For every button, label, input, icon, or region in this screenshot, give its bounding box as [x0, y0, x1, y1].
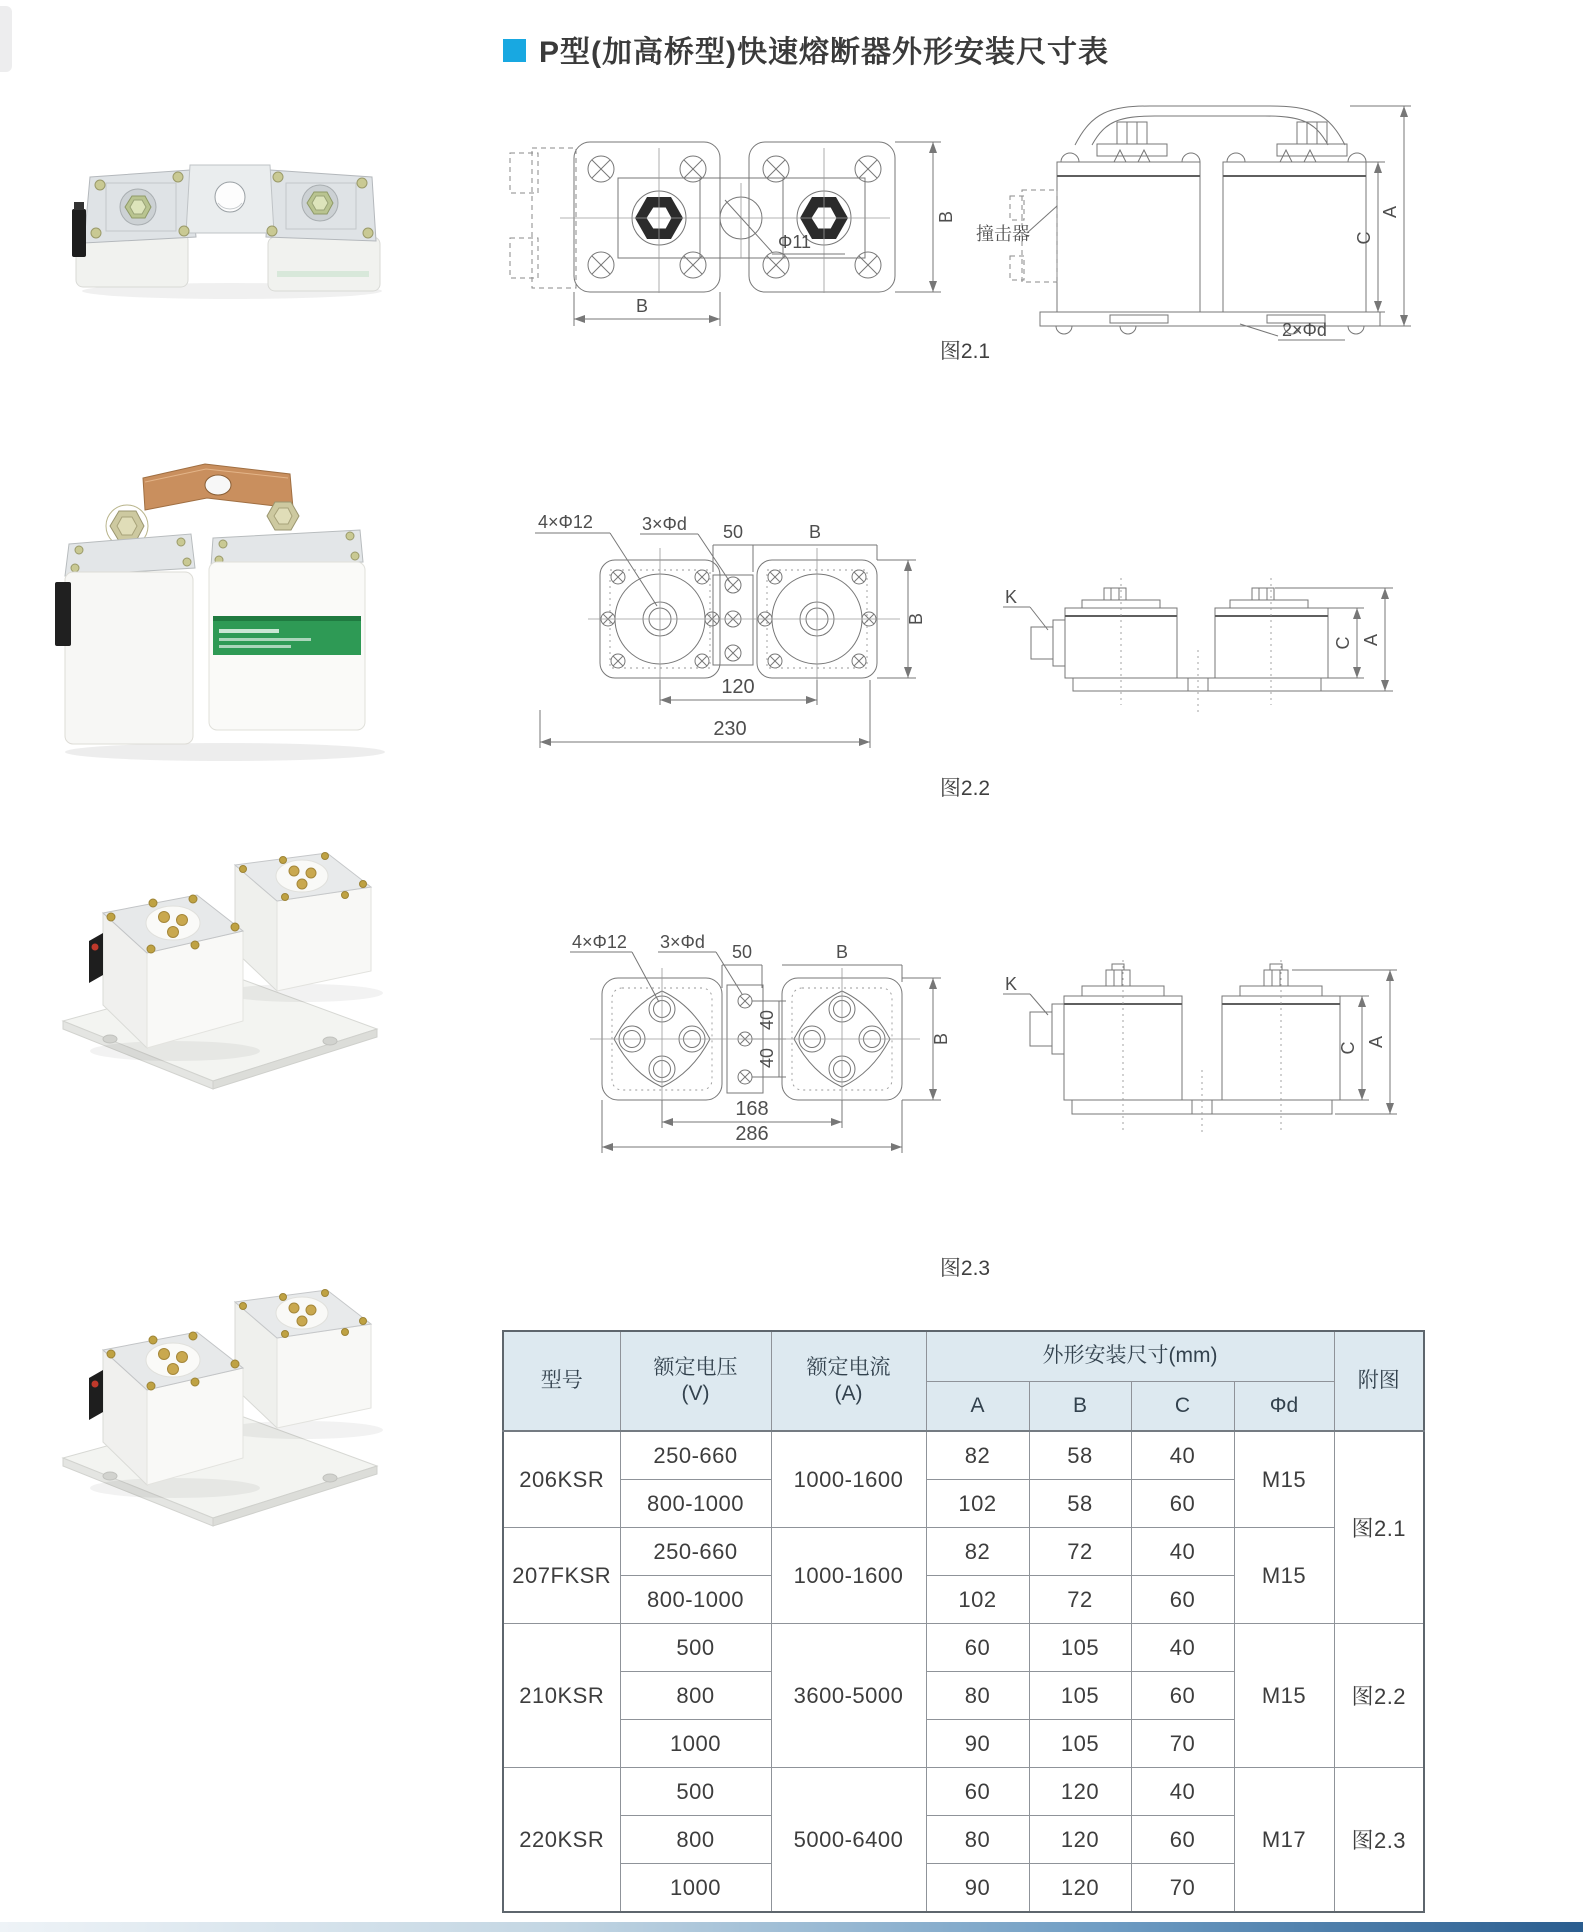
striker-label: 撞击器	[976, 224, 1030, 244]
cell-figure: 图2.2	[1334, 1624, 1424, 1768]
table-row	[503, 1528, 1424, 1576]
cell-voltage: 800	[620, 1672, 771, 1720]
label-k: K	[1005, 587, 1018, 607]
figure-2-3-drawing	[430, 930, 1420, 1165]
cell-a: 82	[926, 1431, 1029, 1480]
cell-voltage: 250-660	[620, 1431, 771, 1480]
cell-b: 120	[1029, 1816, 1131, 1864]
product-photo-bridge-fuse-copper	[55, 452, 390, 764]
label-3xphid: 3×Φd	[642, 514, 687, 534]
striker-tab	[89, 933, 103, 983]
cell-c: 70	[1131, 1864, 1234, 1913]
cell-model: 220KSR	[503, 1768, 620, 1913]
dim-b-top: B	[808, 522, 822, 542]
cell-b: 58	[1029, 1431, 1131, 1480]
striker-tab	[55, 582, 71, 646]
col-header-c: C	[1131, 1381, 1234, 1431]
product-photo-square-fuse-pair-1	[45, 843, 390, 1093]
cell-c: 60	[1131, 1480, 1234, 1528]
cell-a: 102	[926, 1576, 1029, 1624]
col-header-current	[771, 1331, 926, 1431]
figure-2-2-drawing	[430, 500, 1420, 762]
dim-40-lower: 40	[757, 1047, 777, 1069]
phi11-label: Φ11	[778, 232, 812, 252]
cell-c: 40	[1131, 1624, 1234, 1672]
cell-b: 105	[1029, 1720, 1131, 1768]
col-header-voltage	[620, 1331, 771, 1431]
cell-voltage: 500	[620, 1768, 771, 1816]
voltage-header-line2: (V)	[681, 1382, 710, 1405]
cell-c: 60	[1131, 1576, 1234, 1624]
cell-model: 207FKSR	[503, 1528, 620, 1624]
cell-c: 60	[1131, 1672, 1234, 1720]
figure-2-1-drawing	[420, 88, 1420, 350]
striker-tab	[72, 209, 86, 257]
cell-b: 105	[1029, 1624, 1131, 1672]
col-header-a: A	[926, 1381, 1029, 1431]
cell-a: 80	[926, 1672, 1029, 1720]
page-title: P型(加高桥型)快速熔断器外形安装尺寸表	[539, 36, 1109, 69]
cell-phid: M15	[1234, 1528, 1334, 1624]
cell-a: 90	[926, 1720, 1029, 1768]
cell-b: 72	[1029, 1528, 1131, 1576]
voltage-header-line1: 额定电压	[653, 1355, 738, 1379]
current-header-line1: 额定电流	[806, 1355, 891, 1379]
cell-phid: M15	[1234, 1624, 1334, 1768]
product-photo-bridge-fuse-metal	[72, 125, 392, 303]
cell-phid: M17	[1234, 1768, 1334, 1913]
dim-50: 50	[731, 942, 753, 962]
cell-b: 72	[1029, 1576, 1131, 1624]
dim-120: 120	[721, 676, 755, 698]
cell-current: 5000-6400	[771, 1768, 926, 1913]
table-row	[503, 1768, 1424, 1816]
striker-tab	[89, 1370, 103, 1420]
current-header-line2: (A)	[834, 1382, 863, 1405]
dim-b-right: B	[936, 210, 956, 224]
dim-c: C	[1338, 1041, 1358, 1055]
cell-a: 90	[926, 1864, 1029, 1913]
page-footer-bar	[0, 1922, 1583, 1932]
figure-2-1-caption: 图2.1	[939, 340, 991, 363]
cell-a: 82	[926, 1528, 1029, 1576]
figure-2-3-caption: 图2.3	[939, 1257, 991, 1280]
cell-current: 1000-1600	[771, 1528, 926, 1624]
cell-model: 206KSR	[503, 1431, 620, 1528]
cell-b: 105	[1029, 1672, 1131, 1720]
dim-a: A	[1361, 633, 1381, 647]
dimension-table	[502, 1330, 1425, 1913]
cell-c: 40	[1131, 1528, 1234, 1576]
col-header-dimensions: 外形安装尺寸(mm)	[926, 1331, 1334, 1381]
cell-c: 40	[1131, 1768, 1234, 1816]
cell-figure: 图2.1	[1334, 1431, 1424, 1624]
dim-a: A	[1366, 1035, 1386, 1049]
table-row	[503, 1624, 1424, 1672]
dim-40-upper: 40	[757, 1009, 777, 1031]
page-title-row	[503, 27, 1109, 71]
blue-square-bullet-icon	[503, 39, 526, 62]
cell-voltage: 1000	[620, 1864, 771, 1913]
cell-voltage: 250-660	[620, 1528, 771, 1576]
label-k: K	[1005, 974, 1018, 994]
dim-b-top: B	[835, 942, 849, 962]
cell-a: 102	[926, 1480, 1029, 1528]
dim-b-bottom: B	[635, 296, 649, 316]
product-photo-square-fuse-pair-2	[45, 1280, 390, 1530]
col-header-b: B	[1029, 1381, 1131, 1431]
cell-a: 60	[926, 1768, 1029, 1816]
cell-a: 60	[926, 1624, 1029, 1672]
cell-c: 70	[1131, 1720, 1234, 1768]
col-header-figure: 附图	[1334, 1331, 1424, 1431]
cell-c: 60	[1131, 1816, 1234, 1864]
cell-c: 40	[1131, 1431, 1234, 1480]
cell-voltage: 1000	[620, 1720, 771, 1768]
label-3xphid: 3×Φd	[660, 932, 705, 952]
table-row	[503, 1431, 1424, 1480]
cell-phid: M15	[1234, 1431, 1334, 1528]
dim-50: 50	[722, 522, 744, 542]
cell-a: 80	[926, 1816, 1029, 1864]
phid-count-label: 2×Φd	[1282, 320, 1327, 340]
cell-b: 58	[1029, 1480, 1131, 1528]
dim-230: 230	[713, 718, 747, 740]
dim-286: 286	[735, 1123, 769, 1145]
label-4xphi12: 4×Φ12	[572, 932, 627, 952]
red-indicator-dot	[92, 944, 99, 951]
cell-b: 120	[1029, 1768, 1131, 1816]
figure-2-2-caption: 图2.2	[939, 777, 991, 800]
dim-c: C	[1354, 231, 1374, 245]
cell-current: 1000-1600	[771, 1431, 926, 1528]
col-header-model: 型号	[503, 1331, 620, 1431]
page-edge-tab	[0, 6, 12, 72]
col-header-phid: Φd	[1234, 1381, 1334, 1431]
cell-voltage: 800	[620, 1816, 771, 1864]
dim-a: A	[1380, 205, 1400, 219]
cell-current: 3600-5000	[771, 1624, 926, 1768]
dim-168: 168	[735, 1098, 769, 1120]
dim-c: C	[1333, 636, 1353, 650]
red-indicator-dot	[92, 1381, 99, 1388]
cell-voltage: 800-1000	[620, 1480, 771, 1528]
dim-b-right: B	[931, 1032, 951, 1046]
cell-voltage: 500	[620, 1624, 771, 1672]
cell-model: 210KSR	[503, 1624, 620, 1768]
label-4xphi12: 4×Φ12	[538, 512, 593, 532]
cell-b: 120	[1029, 1864, 1131, 1913]
cell-voltage: 800-1000	[620, 1576, 771, 1624]
dim-b-right: B	[906, 612, 926, 626]
cell-figure: 图2.3	[1334, 1768, 1424, 1913]
